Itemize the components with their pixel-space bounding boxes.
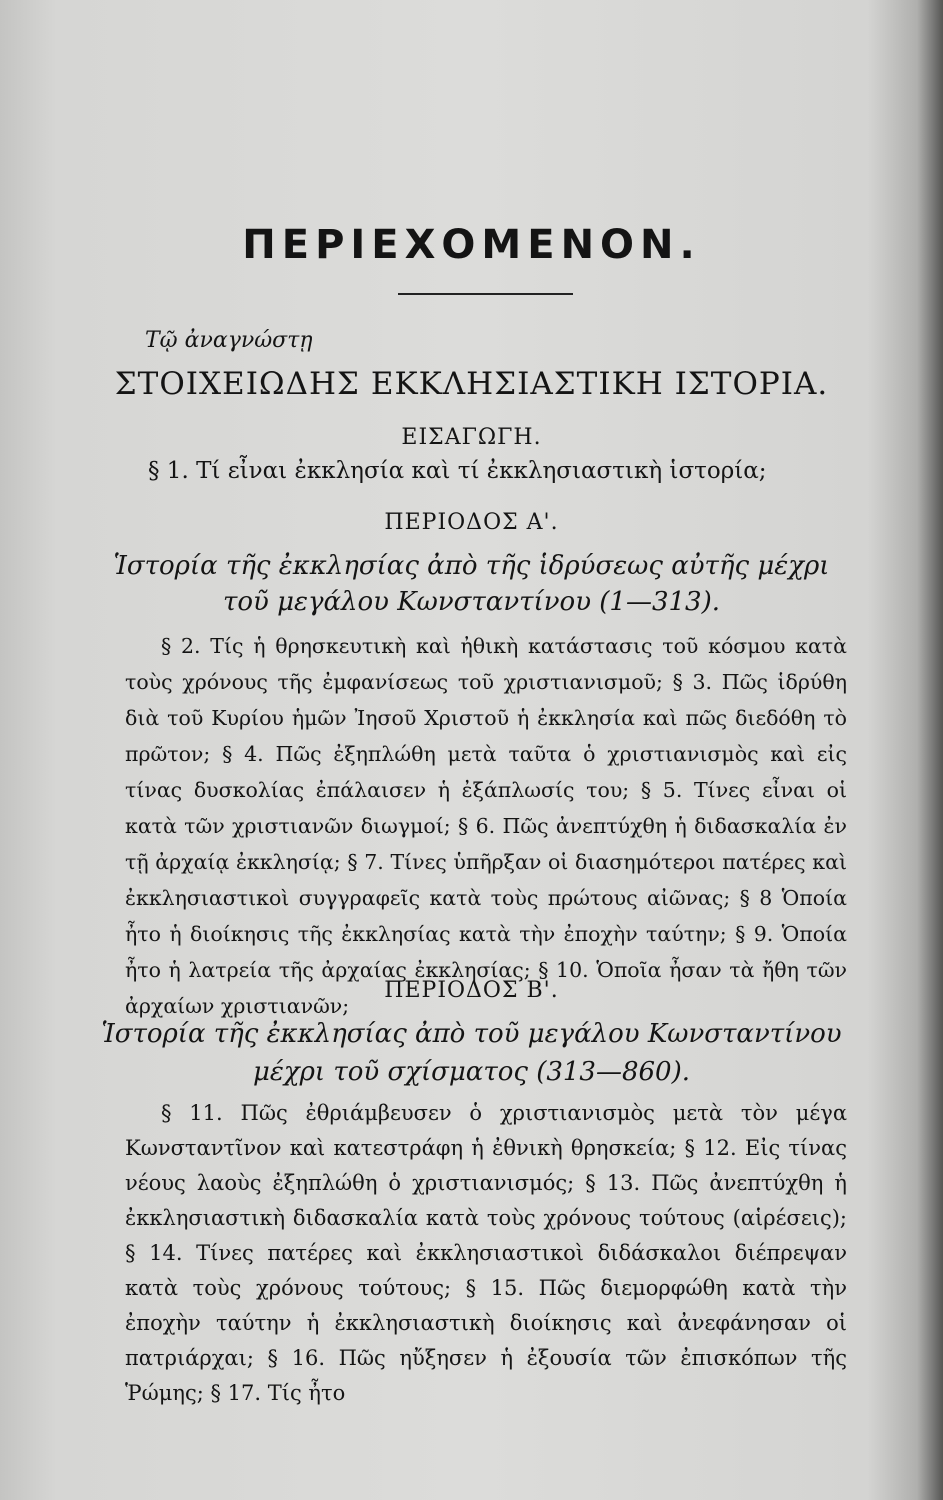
period-b-subtitle-line2: μέχρι τοῦ σχίσματος (313—860). (252, 1057, 691, 1087)
period-b-contents: § 11. Πῶς ἐθριάμβευσεν ὁ χριστιανισμὸς μετὰ τὸν μέγα Κωνσταντῖνον καὶ κατεστράφη ἡ ἐθνικὴ θρησκεία; § 12. Εἰς τίνας νέους λαοὺς ἐξηπλώθη ὁ χριστιανισμός; § 13. Πῶς ἀνεπτύχθη ἡ ἐκκλησιαστικὴ διδασκαλία κατὰ τοὺς χρόνους τούτους (αἱρέσεις); § 14. Τίνες πατέρες καὶ ἐκκλησιαστικοὶ διδάσκαλοι διέπρεψαν κατὰ τοὺς χρόνους τούτους; § 15. Πῶς διεμορφώθη κατὰ τὴν ἐποχὴν ταύτην ἡ ἐκκλησιαστικὴ διοίκησις καὶ ἀνεφάνησαν οἱ πατριάρχαι; § 16. Πῶς ηὔξησεν ἡ ἐξουσία τῶν ἐπισκόπων τῆς Ῥώμης; § 17. Τίς ἦτο (125, 1101, 847, 1405)
period-a-heading: ΠΕΡΙΟΔΟΣ Α'. (384, 510, 559, 535)
introduction-heading: ΕΙΣΑΓΩΓΗ. (401, 425, 542, 450)
period-a-subtitle-line1: Ἱστορία τῆς ἐκκλησίας ἀπὸ τῆς ἱδρύσεως αὐτῆς μέχρι (113, 551, 830, 581)
period-b-subtitle-line1: Ἱστορία τῆς ἐκκλησίας ἀπὸ τοῦ μεγάλου Κωνσταντίνου (101, 1019, 842, 1049)
main-heading: ΣΤΟΙΧΕΙΩΔΗΣ ΕΚΚΛΗΣΙΑΣΤΙΚΗ ΙΣΤΟΡΙΑ. (114, 366, 829, 402)
to-reader-entry: Τῷ ἀναγνώστῃ (145, 328, 313, 353)
period-a-subtitle-line2: τοῦ μεγάλου Κωνσταντίνου (1—313). (222, 587, 720, 617)
title-divider (398, 293, 573, 295)
period-a-subtitle (0, 548, 943, 620)
period-b-subtitle (0, 1015, 943, 1091)
period-a-contents: § 2. Τίς ἡ θρησκευτικὴ καὶ ἠθικὴ κατάστασις τοῦ κόσμου κατὰ τοὺς χρόνους τῆς ἐμφανίσεως τοῦ χριστιανισμοῦ; § 3. Πῶς ἱδρύθη διὰ τοῦ Κυρίου ἡμῶν Ἰησοῦ Χριστοῦ ἡ ἐκκλησία καὶ πῶς διεδόθη τὸ πρῶτον; § 4. Πῶς ἐξηπλώθη μετὰ ταῦτα ὁ χριστιανισμὸς καὶ εἰς τίνας δυσκολίας ἐπάλαισεν ἡ ἐξάπλωσίς του; § 5. Τίνες εἶναι οἱ κατὰ τῶν χριστιανῶν διωγμοί; § 6. Πῶς ἀνεπτύχθη ἡ διδασκαλία ἐν τῇ ἀρχαίᾳ ἐκκλησίᾳ; § 7. Τίνες ὑπῆρξαν οἱ διασημότεροι πατέρες καὶ ἐκκλησιαστικοὶ συγγραφεῖς κατὰ τοὺς πρώτους αἰῶνας; § 8 Ὁποία ἦτο ἡ διοίκησις τῆς ἐκκλησίας κατὰ τὴν ἐποχὴν ταύτην; § 9. Ὁποία ἦτο ἡ λατρεία τῆς ἀρχαίας ἐκκλησίας; § 10. Ὁποῖα ἦσαν τὰ ἤθη τῶν ἀρχαίων χριστιανῶν; (125, 634, 847, 1018)
period-b-heading: ΠΕΡΙΟΔΟΣ Β'. (384, 978, 559, 1003)
contents-title: ΠΕΡΙΕΧΟΜΕΝΟΝ. (242, 222, 701, 268)
introduction-entry: § 1. Τί εἶναι ἐκκλησία καὶ τί ἐκκλησιαστικὴ ἱστορία; (148, 458, 767, 484)
